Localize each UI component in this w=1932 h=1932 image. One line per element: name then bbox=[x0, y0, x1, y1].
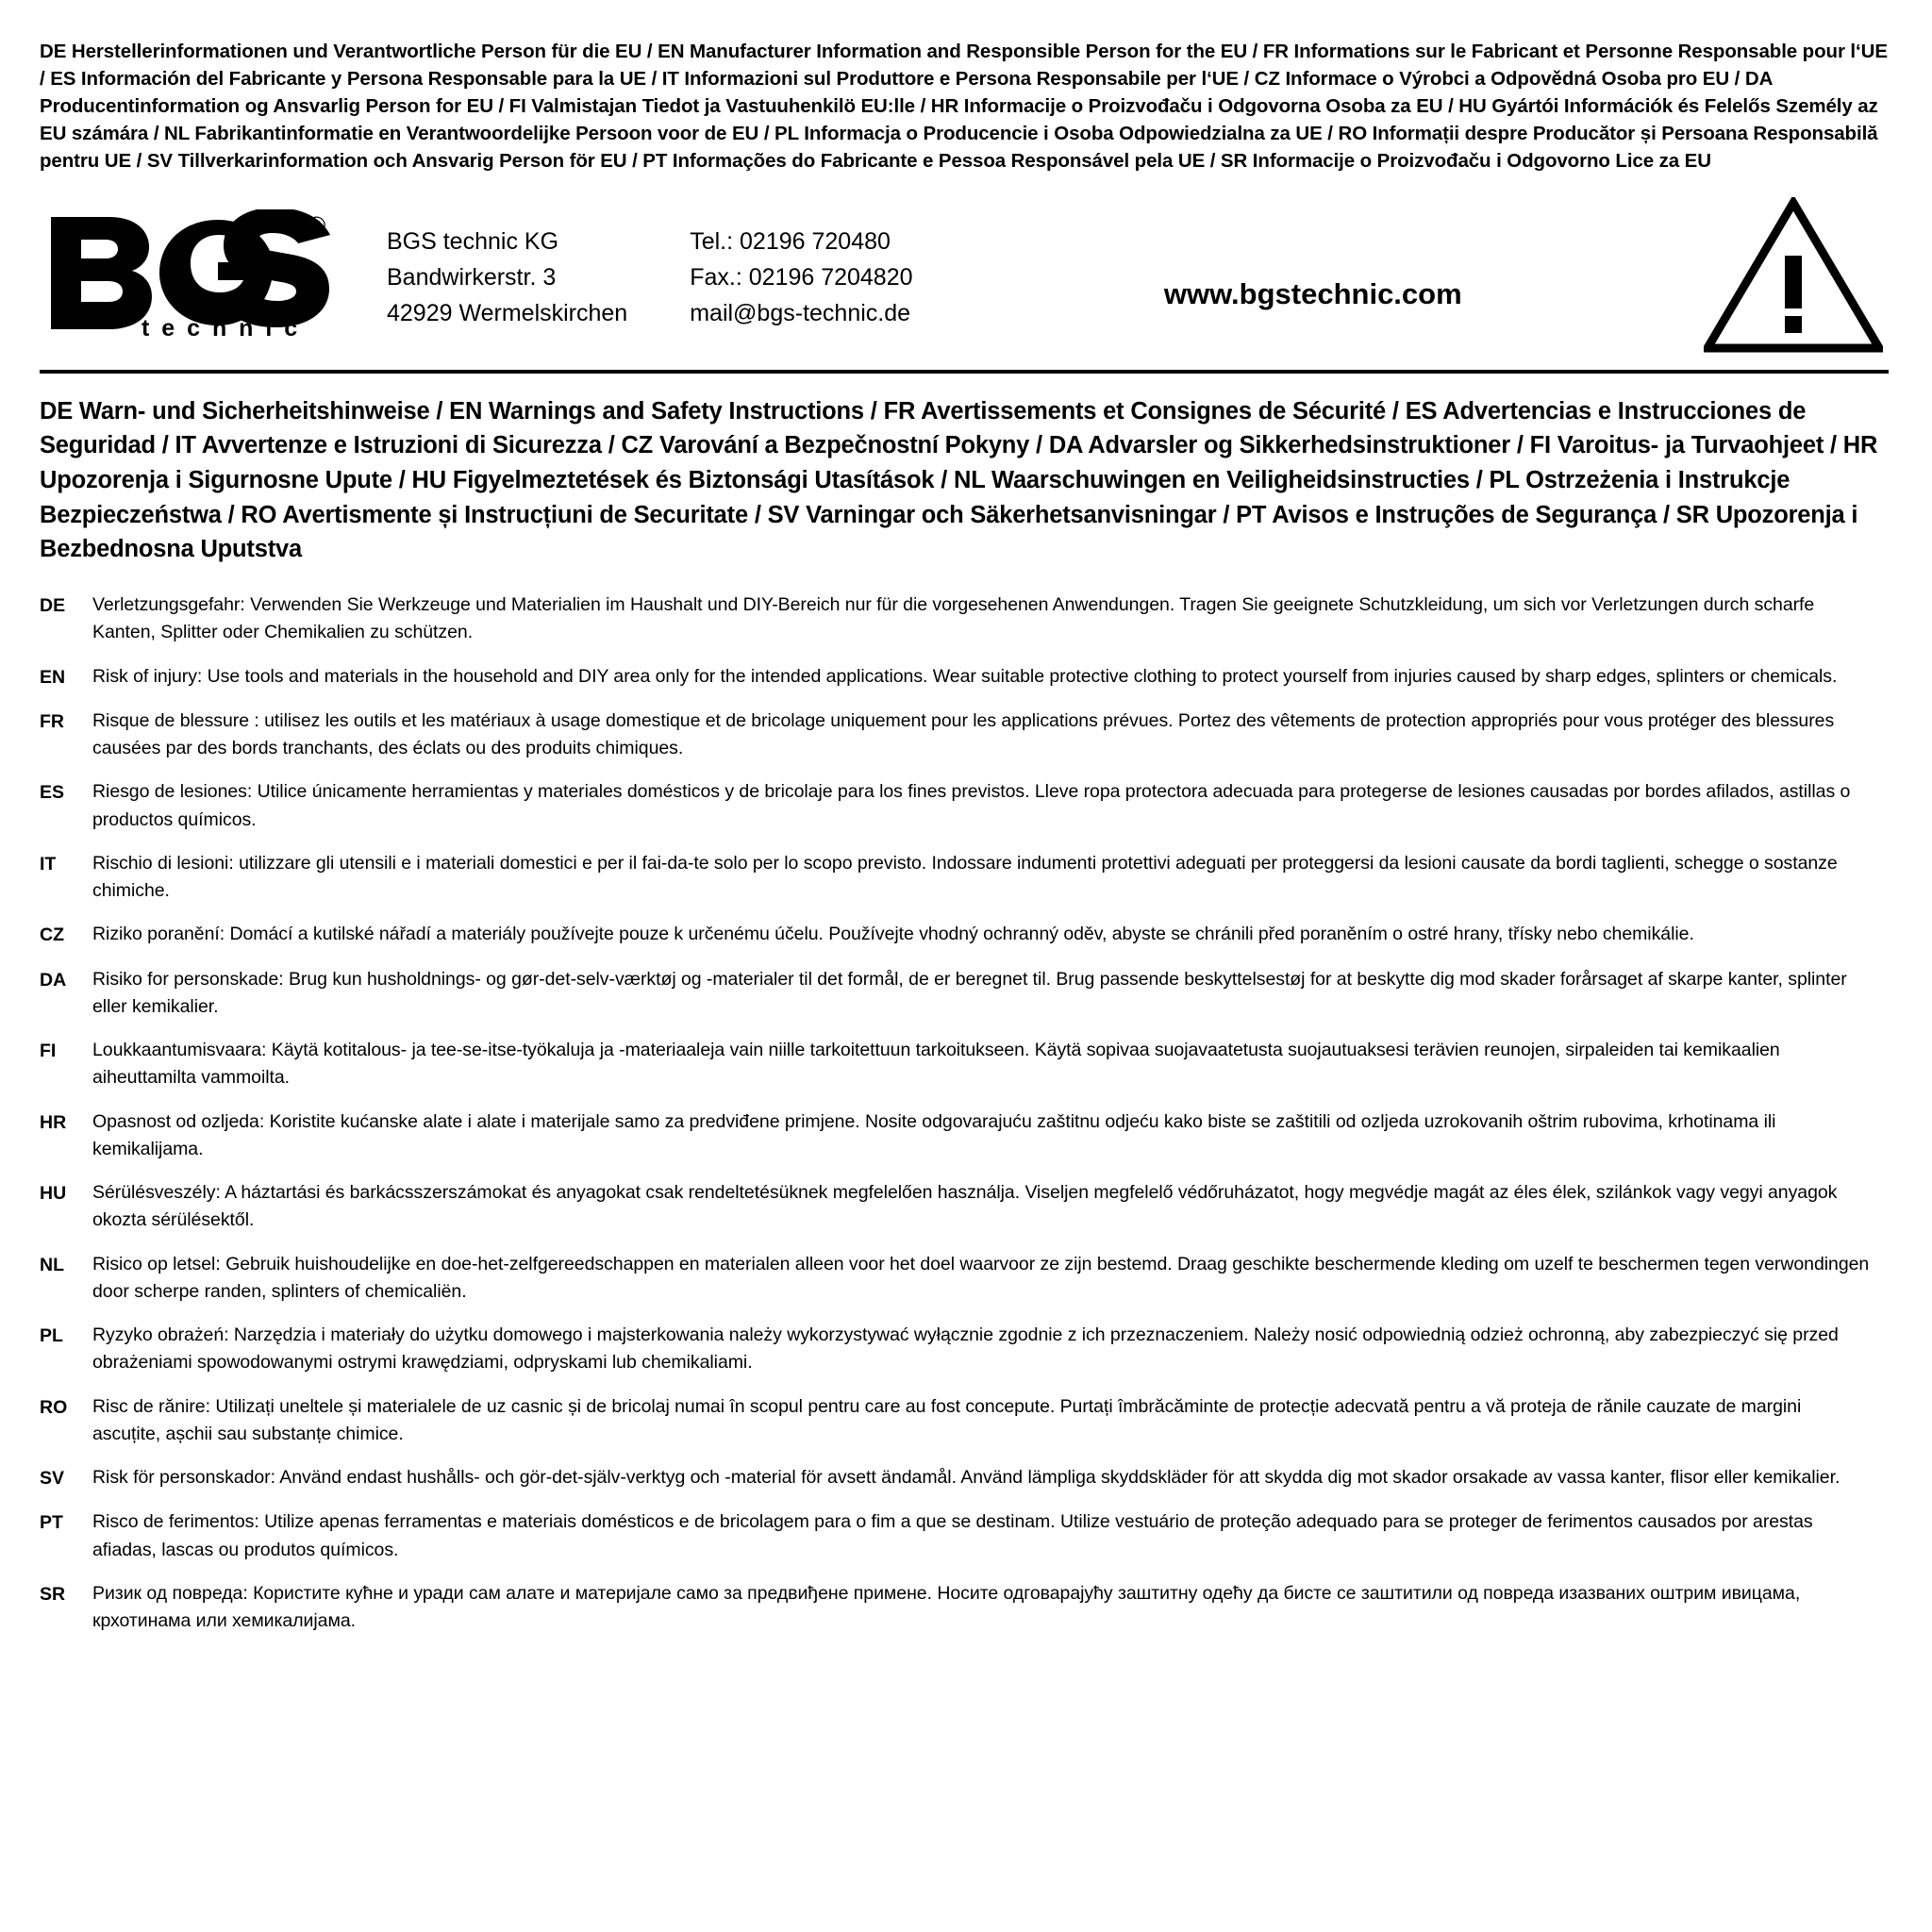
language-code: NL bbox=[40, 1254, 64, 1275]
language-code: DE bbox=[40, 595, 66, 617]
list-item bbox=[40, 1393, 1889, 1449]
list-item bbox=[40, 708, 1889, 763]
list-item bbox=[40, 1580, 1889, 1636]
language-code: ES bbox=[40, 782, 65, 804]
warning-text: Risque de blessure : utilisez les outils et les matériaux à usage domestique et de bricolage uniquement pour les applications prévues. Portez des vêtements de protection appropriés pour vous protéger des blessures causées par des bords tranchants, des éclats ou des produits chimiques. bbox=[92, 709, 1835, 759]
list-item bbox=[40, 1251, 1889, 1307]
warning-text: Opasnost od ozljeda: Koristite kućanske alate i alate i materijale samo za predviđene primjene. Nosite odgovarajuću zaštitnu odjeću kako biste se zaštitili od ozljeda uzrokovanih oštrim rubovima, krhotinama ili kemikalijama. bbox=[92, 1110, 1776, 1159]
warning-text: Risco de ferimentos: Utilize apenas ferramentas e materiais domésticos e de bricolagem para o fim a que se destinam. Utilize vestuário de proteção adequado para se proteger de ferimentos causados por arestas afiadas, lascas ou produtos químicos. bbox=[92, 1511, 1813, 1560]
company-email: mail@bgs-technic.de bbox=[690, 299, 911, 326]
warning-text: Ризик од повреда: Користите кућне и уради сам алате и материјале само за предвиђене примене. Носите одговарајућу заштитну одећу да бисте се заштитили од повреда изазваних оштрим ивицама, крхотинама или хемикалијама. bbox=[92, 1582, 1801, 1632]
list-item bbox=[40, 966, 1889, 1022]
list-item bbox=[40, 778, 1889, 834]
language-code: IT bbox=[40, 853, 57, 874]
list-item bbox=[40, 1179, 1889, 1235]
warning-text: Ryzyko obrażeń: Narzędzia i materiały do użytku domowego i majsterkowania należy wykorzystywać wyłącznie zgodnie z ich przeznaczeniem. Należy nosić odpowiednią odzież ochronną, aby zabezpieczyć się przed obrażeniami spowodowanymi ostrymi krawędziami, odpryskami lub chemikaliami. bbox=[92, 1324, 1839, 1374]
company-address bbox=[358, 220, 627, 331]
company-header-block bbox=[40, 192, 1889, 374]
warning-text: Risc de rănire: Utilizați uneltele și materialele de uz casnic și de bricolaj numai în scopul pentru care au fost concepute. Purtați îmbrăcăminte de protecție adecvată pentru a vă proteja de rănile cauzate de margini ascuțite, așchii sau substanțe chimice. bbox=[92, 1395, 1802, 1444]
bgs-logo bbox=[40, 209, 358, 341]
list-item bbox=[40, 1322, 1889, 1377]
warnings-list bbox=[40, 591, 1889, 1635]
language-code: HR bbox=[40, 1111, 67, 1133]
list-item bbox=[40, 1108, 1889, 1164]
language-code: EN bbox=[40, 666, 66, 688]
warning-text: Riziko poranění: Domácí a kutilské nářadí a materiály používejte pouze k určenému účelu. Používejte vhodný ochranný oděv, abyste se chránili před poraněním o ostré hrany, třísky nebo chemikálie. bbox=[92, 924, 1694, 945]
warning-text: Rischio di lesioni: utilizzare gli utensili e i materiali domestici e per il fai-da-te solo per lo scopo previsto. Indossare indumenti protettivi adeguati per proteggersi da lesioni causate da bordi taglienti, schegge o sostanze chimiche. bbox=[92, 852, 1838, 902]
warnings-heading: DE Warn- und Sicherheitshinweise / EN Warnings and Safety Instructions / FR Avertissements et Consignes de Sécurité / ES Advertencias e Instrucciones de Seguridad / IT Avvertenze e Istruzioni di Sicurezza / CZ Varování a Bezpečnostní Pokyny / DA Advarsler og Sikkerhedsinstruktioner / FI Varoitus- ja Turvaohjeet / HR Upozorenja i Sigurnosne Upute / HU Figyelmeztetések és Biztonsági Utasítások / NL Waarschuwingen en Veiligheidsinstructies / PL Ostrzeżenia i Instrukcje Bezpieczeństwa / RO Avertismente și Instrucțiuni de Securitate / SV Varningar och Säkerhetsanvisningar / PT Avisos e Instruções de Segurança / SR Upozorenja i Bezbednosna Uputstva bbox=[40, 397, 1878, 563]
list-item bbox=[40, 591, 1889, 647]
language-code: RO bbox=[40, 1396, 68, 1418]
warning-text: Verletzungsgefahr: Verwenden Sie Werkzeuge und Materialien im Haushalt und DIY-Bereich nur für die vorgesehenen Anwendungen. Tragen Sie geeignete Schutzkleidung, um sich vor Verletzungen durch scharfe Kanten, Splitter oder Chemikalien zu schützen. bbox=[92, 594, 1815, 643]
language-code: FR bbox=[40, 710, 64, 732]
list-item bbox=[40, 663, 1889, 691]
warning-text: Loukkaantumisvaara: Käytä kotitalous- ja tee-se-itse-työkaluja ja -materiaaleja vain niille tarkoitettuun tarkoitukseen. Käytä sopivaa suojavaatetusta suojautuaksesi terävien reunojen, sirpaleiden tai kemikaalien aiheuttamilta vammoilta. bbox=[92, 1040, 1780, 1089]
language-code: PL bbox=[40, 1325, 63, 1347]
manufacturer-info-heading: DE Herstellerinformationen und Verantwortliche Person für die EU / EN Manufacturer Information and Responsible Person for the EU / FR Informations sur le Fabricant et Personne Responsable pour l‘UE / ES Información del Fabricante y Persona Responsable para la UE / IT Informazioni sul Produttore e Persona Responsabile per l‘UE / CZ Informace o Výrobci a Odpovědná Osoba pro EU / DA Producentinformation og Ansvarlig Person for EU / FI Valmistajan Tiedot ja Vastuuhenkilö EU:lle / HR Informacije o Proizvođaču i Odgovorna Osoba za EU / HU Gyártói Információk és Felelős Személy az EU számára / NL Fabrikantinformatie en Verantwoordelijke Persoon voor de EU / PL Informacja o Producencie i Osoba Odpowiedzialna za UE / RO Informații despre Producător și Persoana Responsabilă pentru UE / SV Tillverkarinformation och Ansvarig Person för EU / PT Informações do Fabricante e Pessoa Responsável pela UE / SR Informacije o Proizvođaču i Odgovorno Lice za EU bbox=[40, 41, 1888, 173]
list-item bbox=[40, 1464, 1889, 1492]
company-name: BGS technic KG bbox=[387, 227, 559, 255]
language-code: PT bbox=[40, 1512, 63, 1534]
company-contact bbox=[627, 220, 912, 331]
list-item bbox=[40, 1508, 1889, 1564]
company-street: Bandwirkerstr. 3 bbox=[387, 263, 557, 291]
company-fax: Fax.: 02196 7204820 bbox=[690, 263, 913, 291]
warning-text: Risiko for personskade: Brug kun husholdnings- og gør-det-selv-værktøj og -materialer til det formål, de er beregnet til. Brug passende beskyttelsestøj for at beskytte dig mod skader forårsaget af skarpe kanter, splinter eller kemikalier. bbox=[92, 968, 1847, 1017]
warning-text: Sérülésveszély: A háztartási és barkácsszerszámokat és anyagokat csak rendeltetésüknek megfelelően használja. Viseljen megfelelő védőruházatot, hogy megvédje magát az éles élek, szilánkok vagy vegyi anyagok okozta sérülésektől. bbox=[92, 1182, 1838, 1231]
company-city: 42929 Wermelskirchen bbox=[387, 299, 628, 326]
warning-text: Riesgo de lesiones: Utilice únicamente herramientas y materiales domésticos y de bricolaje para los fines previstos. Lleve ropa protectora adecuada para protegerse de lesiones causadas por bordes afilados, astillas o productos químicos. bbox=[92, 781, 1851, 830]
list-item bbox=[40, 921, 1889, 949]
warning-text: Risico op letsel: Gebruik huishoudelijke en doe-het-zelfgereedschappen en materialen alleen voor het doel waarvoor ze zijn bestemd. Draag geschikte beschermende kleding om uzelf te beschermen tegen verwondingen door scherpe randen, splinters of chemicaliën. bbox=[92, 1253, 1870, 1302]
svg-text:®: ® bbox=[308, 210, 326, 240]
company-tel: Tel.: 02196 720480 bbox=[690, 227, 891, 255]
list-item bbox=[40, 1037, 1889, 1092]
language-code: SR bbox=[40, 1583, 66, 1605]
language-code: FI bbox=[40, 1041, 57, 1062]
language-code: HU bbox=[40, 1183, 67, 1205]
language-code: SV bbox=[40, 1468, 65, 1490]
warning-triangle-icon bbox=[1694, 197, 1889, 353]
language-code: DA bbox=[40, 969, 67, 991]
list-item bbox=[40, 850, 1889, 906]
company-website: www.bgstechnic.com bbox=[1163, 276, 1462, 310]
svg-text:t e c h n i c: t e c h n i c bbox=[142, 314, 301, 341]
warning-text: Risk of injury: Use tools and materials in the household and DIY area only for the intended applications. Wear suitable protective clothing to protect yourself from injuries caused by sharp edges, splinters or chemicals. bbox=[92, 665, 1838, 687]
warning-text: Risk för personskador: Använd endast hushålls- och gör-det-själv-verktyg och -material för avsett ändamål. Använd lämpliga skyddskläder för att skydda dig mot skador orsakade av vassa kanter, flisor eller kemikalier. bbox=[92, 1467, 1840, 1489]
language-code: CZ bbox=[40, 924, 64, 946]
